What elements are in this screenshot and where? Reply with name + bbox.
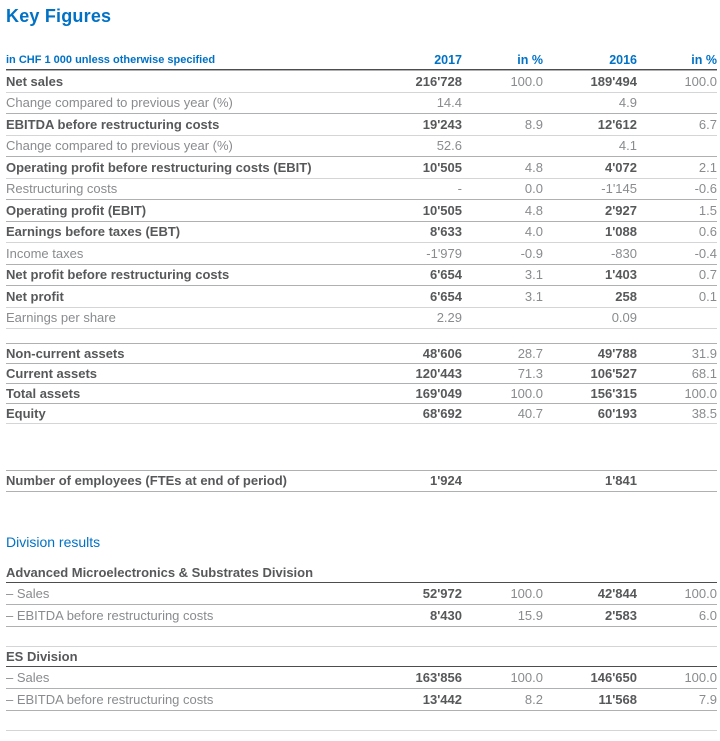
row-value-2016: 156'315 [590,386,637,401]
row-value-2017: 8'430 [429,607,462,623]
key-figures-table [6,51,717,329]
table-row [6,688,717,710]
table-row [6,156,717,178]
row-pct-2017: 71.3 [517,366,543,381]
table-row [6,178,717,200]
division-name: Advanced Microelectronics & Substrates Division [6,563,717,583]
row-label: Net profit before restructuring costs [6,267,230,283]
row-pct-2017: 100.0 [510,386,543,401]
table-row [6,221,717,243]
table-row [6,383,717,403]
division-block-es [6,647,717,711]
table-row [6,307,717,329]
row-value-2017: 19'243 [422,116,462,132]
row-label: Net sales [6,73,64,89]
row-value-2017: 169'049 [415,386,462,401]
table-row [6,363,717,383]
table-row [6,135,717,157]
row-pct-2017: 100.0 [510,669,543,685]
table-row [6,667,717,689]
row-value-2017: 6'654 [429,267,462,283]
row-value-2016: 189'494 [590,73,637,89]
row-pct-2016: 2.1 [698,159,717,175]
division-block-ams [6,563,717,627]
column-header-pct-2016: in % [691,53,717,67]
column-header-2016: 2016 [609,53,637,67]
row-label: Income taxes [6,245,84,261]
row-value-2017: 52'972 [422,585,462,601]
employees-row [6,470,717,492]
column-header-pct-2017: in % [517,53,543,67]
row-value-2016: 60'193 [597,406,637,421]
row-pct-2017: 4.0 [524,224,543,240]
row-pct-2017: 0.0 [524,181,543,197]
row-pct-2016: 7.9 [698,691,717,707]
row-value-2016: 4.1 [618,138,637,154]
row-pct-2016: 100.0 [684,386,717,401]
table-header-row [6,51,717,70]
table-row [6,113,717,135]
row-value-2017: 14.4 [436,95,462,111]
row-label: Change compared to previous year (%) [6,138,233,154]
row-value-2017: 163'856 [415,669,462,685]
row-value-2016: 42'844 [597,585,637,601]
row-label: Operating profit before restructuring costs (EBIT) [6,159,312,175]
table-row [6,242,717,264]
row-label: – EBITDA before restructuring costs [6,607,214,623]
row-pct-2017: 3.1 [524,288,543,304]
row-value-2016: 1'403 [604,267,637,283]
row-value-2017: 10'505 [422,202,462,218]
row-pct-2016: 6.0 [698,607,717,623]
spacer [6,424,717,470]
row-label: Non-current assets [6,346,125,361]
row-pct-2017: 3.1 [524,267,543,283]
row-label: Earnings per share [6,310,116,326]
row-label: Restructuring costs [6,181,118,197]
table-row [6,264,717,286]
row-pct-2016: 0.7 [698,267,717,283]
row-value-2016: 2'583 [604,607,637,623]
page-title: Key Figures [6,6,112,26]
row-label: Operating profit (EBIT) [6,202,147,218]
row-value-2017: 2.29 [436,310,462,326]
row-value-2017: 6'654 [429,288,462,304]
row-label: Number of employees (FTEs at end of period) [6,473,287,489]
unit-label: in CHF 1 000 unless otherwise specified [6,54,216,66]
row-pct-2016: -0.4 [694,245,717,261]
row-value-2016: 49'788 [597,346,637,361]
row-value-2017: 52.6 [436,138,462,154]
row-value-2017: 1'924 [429,473,462,489]
row-pct-2016: 100.0 [684,585,717,601]
row-value-2017: 8'633 [429,224,462,240]
spacer-rule [6,627,717,647]
division-results-heading: Division results [6,533,101,550]
row-pct-2016: 100.0 [684,73,717,89]
row-value-2016: 106'527 [590,366,637,381]
row-pct-2017: 4.8 [524,159,543,175]
row-pct-2017: 100.0 [510,585,543,601]
row-label: Total assets [6,386,81,401]
row-value-2017: 10'505 [422,159,462,175]
row-pct-2017: 4.8 [524,202,543,218]
row-pct-2016: 38.5 [691,406,717,421]
row-label: EBITDA before restructuring costs [6,116,220,132]
row-value-2016: 4.9 [618,95,637,111]
row-label: – Sales [6,585,50,601]
row-pct-2017: 28.7 [517,346,543,361]
balance-sheet-rows [6,343,717,424]
table-row [6,199,717,221]
division-name: ES Division [6,647,717,667]
row-pct-2016: 0.1 [698,288,717,304]
row-value-2016: 11'568 [598,691,637,707]
row-value-2017: 120'443 [415,366,462,381]
row-value-2016: -1'145 [601,181,637,197]
row-value-2016: 146'650 [590,669,637,685]
spacer [6,492,717,534]
spacer-rule [6,711,717,731]
row-value-2016: -830 [610,245,637,261]
row-value-2017: 68'692 [422,406,462,421]
row-label: – Sales [6,669,50,685]
row-pct-2016: 68.1 [691,366,717,381]
row-label: Equity [6,406,46,421]
row-value-2016: 1'841 [604,473,637,489]
row-pct-2017: 15.9 [517,607,543,623]
row-value-2017: 48'606 [422,346,462,361]
row-value-2017: -1'979 [426,245,462,261]
row-value-2016: 2'927 [604,202,637,218]
row-pct-2016: -0.6 [694,181,717,197]
row-label: Change compared to previous year (%) [6,95,233,111]
row-pct-2016: 31.9 [691,346,717,361]
row-value-2016: 258 [615,288,637,304]
row-value-2016: 4'072 [604,159,637,175]
division-rows [6,583,717,627]
row-pct-2016: 0.6 [698,224,717,240]
row-label: Earnings before taxes (EBT) [6,224,181,240]
row-pct-2017: -0.9 [520,245,543,261]
row-pct-2017: 8.9 [524,116,543,132]
row-value-2016: 1'088 [604,224,637,240]
row-label: Current assets [6,366,98,381]
row-value-2016: 12'612 [597,116,637,132]
income-statement-rows [6,70,717,329]
row-value-2016: 0.09 [611,310,637,326]
row-value-2017: 216'728 [415,73,462,89]
row-label: Net profit [6,288,64,304]
row-pct-2017: 100.0 [510,73,543,89]
row-pct-2017: 8.2 [524,691,543,707]
table-row [6,583,717,605]
table-row [6,70,717,92]
row-value-2017: - [457,181,462,197]
row-label: – EBITDA before restructuring costs [6,691,214,707]
table-row [6,403,717,423]
row-pct-2016: 100.0 [684,669,717,685]
table-row [6,343,717,363]
table-row [6,92,717,114]
row-pct-2016: 1.5 [698,202,717,218]
row-pct-2016: 6.7 [698,116,717,132]
table-row [6,285,717,307]
table-row [6,604,717,626]
column-header-2017: 2017 [434,53,462,67]
row-value-2017: 13'442 [422,691,462,707]
spacer [6,329,717,343]
division-rows [6,667,717,711]
row-pct-2017: 40.7 [517,406,543,421]
